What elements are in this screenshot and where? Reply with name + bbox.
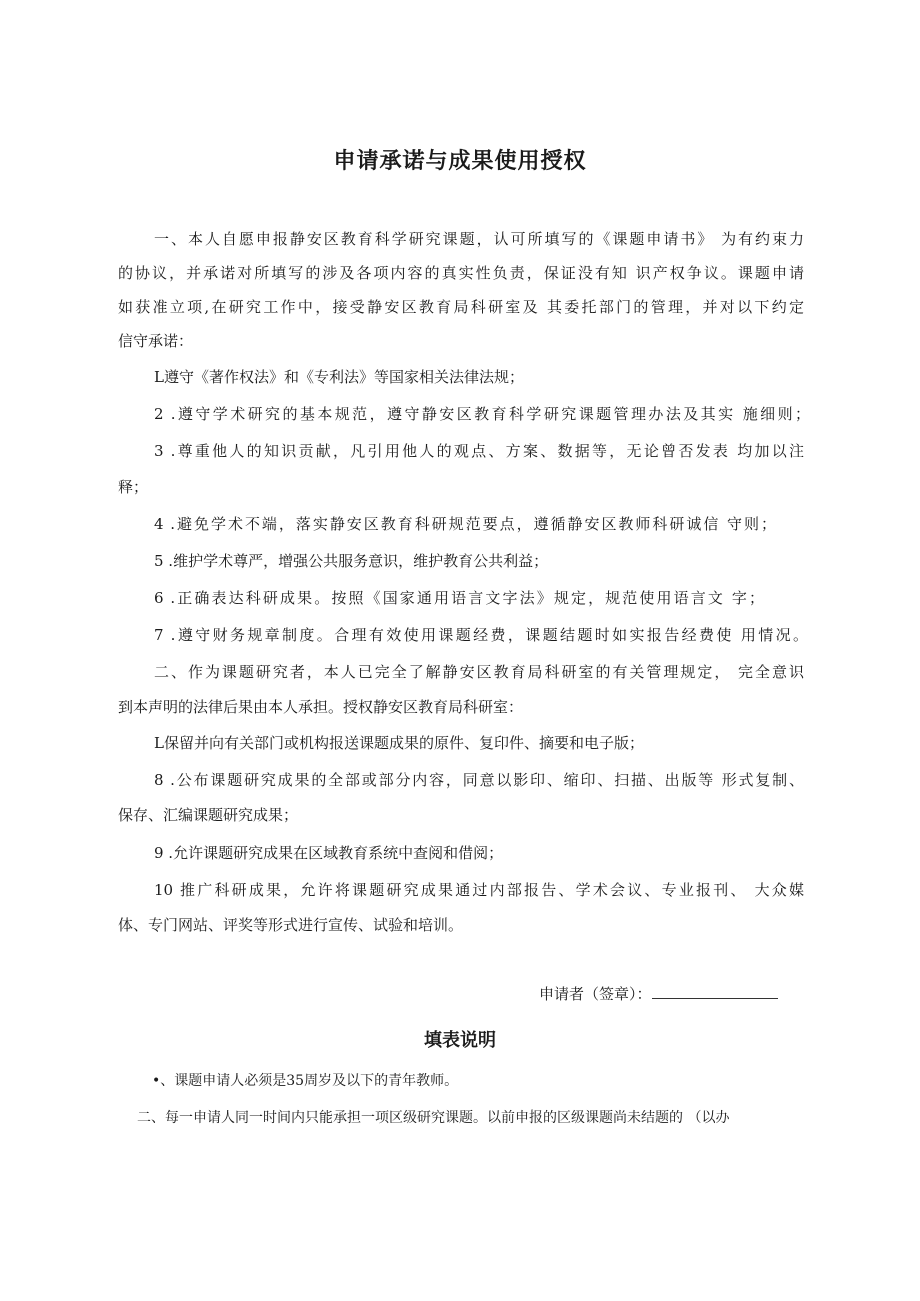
paragraph-line: 如获准立项,在研究工作中，接受静安区教育局科研室及 其委托部门的管理，并对以下约定 bbox=[118, 298, 804, 316]
signature-label: 申请者（签章）： bbox=[539, 985, 652, 1003]
paragraph-line: 到本声明的法律后果由本人承担。授权静安区教育局科研室： bbox=[118, 698, 524, 716]
note-item: •、课题申请人必须是35周岁及以下的青年教师。 bbox=[152, 1073, 459, 1089]
list-item: 8 .公布课题研究成果的全部或部分内容，同意以影印、缩印、扫描、出版等 形式复制、 bbox=[154, 771, 804, 789]
list-item-continuation: 保存、汇编课题研究成果； bbox=[118, 806, 299, 824]
list-item-continuation: 释； bbox=[118, 478, 149, 496]
paragraph-line: 一、本人自愿申报静安区教育科学研究课题，认可所填写的《课题申请书》 为有约束力 bbox=[154, 230, 804, 248]
list-item: L保留并向有关部门或机构报送课题成果的原件、复印件、摘要和电子版； bbox=[154, 734, 644, 752]
list-item: 5 .维护学术尊严，增强公共服务意识，维护教育公共利益； bbox=[154, 552, 549, 570]
list-item: 6 .正确表达科研成果。按照《国家通用语言文字法》规定，规范使用语言文 字； bbox=[154, 589, 764, 607]
paragraph-line: 信守承诺： bbox=[118, 332, 194, 350]
list-item-continuation: 体、专门网站、评奖等形式进行宣传、试验和培训。 bbox=[118, 916, 464, 934]
paragraph-line: 的协议，并承诺对所填写的涉及各项内容的真实性负责，保证没有知 识产权争议。课题申请 bbox=[118, 264, 804, 282]
note-item: 二、每一申请人同一时间内只能承担一项区级研究课题。以前申报的区级课题尚未结题的 （以办 bbox=[137, 1110, 730, 1126]
list-item: L遵守《著作权法》和《专利法》等国家相关法律法规； bbox=[154, 368, 524, 386]
list-item: 3 .尊重他人的知识贡献，凡引用他人的观点、方案、数据等，无论曾否发表 均加以注 bbox=[154, 442, 804, 460]
signature-line[interactable] bbox=[652, 983, 778, 999]
section-subtitle: 填表说明 bbox=[424, 1030, 496, 1051]
list-item: 4 .避免学术不端，落实静安区教育科研规范要点，遵循静安区教师科研诚信 守则； bbox=[154, 515, 776, 533]
list-item: 10 推广科研成果，允许将课题研究成果通过内部报告、学术会议、专业报刊、 大众媒 bbox=[154, 881, 804, 899]
list-item: 9 .允许课题研究成果在区域教育系统中查阅和借阅； bbox=[154, 844, 504, 862]
document-title: 申请承诺与成果使用授权 bbox=[333, 149, 587, 174]
list-item: 7 .遵守财务规章制度。合理有效使用课题经费，课题结题时如实报告经费使 用情况。 bbox=[154, 626, 808, 644]
paragraph-line: 二、作为课题研究者，本人已完全了解静安区教育局科研室的有关管理规定， 完全意识 bbox=[154, 663, 804, 681]
list-item: 2 .遵守学术研究的基本规范，遵守静安区教育科学研究课题管理办法及其实 施细则； bbox=[154, 405, 810, 423]
signature-field bbox=[539, 983, 778, 1004]
